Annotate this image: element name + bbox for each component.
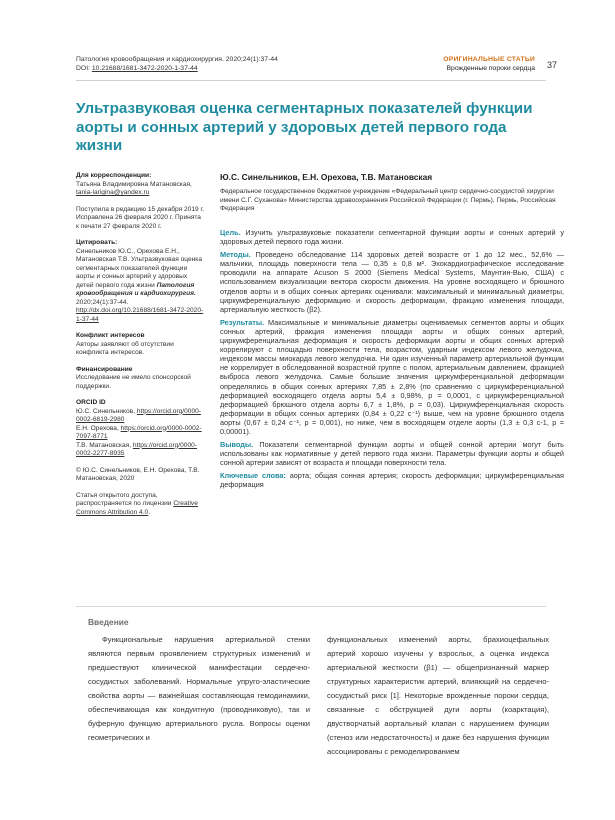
doi-prefix: DOI: (76, 65, 92, 72)
conclusions-text: Показатели сегментарной функции аорты и общей сонной артерии могут быть использованы как нормативные у детей первого года жизни. Параметры функции аорты и общей сонной артерии зависят от возраста и площади поверхности тела. (220, 440, 564, 468)
abstract-keywords (220, 471, 564, 489)
methods-text: Проведено обследование 114 здоровых детей возрасте от 1 до 12 мес., 52,6% — мальчики, площадь поверхности тела — 0,35 ± 0,8 м². Эхокардиографическое исследование проводили на аппарате Acuson S 2000 (Siemens Medical Systems, Маунтин-Вью, США) с использованием визуализации вектора скорости движения. На уровне восходящего и брюшного отделов аорты и в общих сонных артериях оценивали: максимальный и минимальный диаметры, циркумференциальную деформацию и скорость деформации, фракцию изменения площади, артериальную жесткость (β2). (220, 250, 564, 314)
abstract-aim (220, 228, 564, 246)
article-title: Ультразвуковая оценка сегментарных показателей функции аорты и сонных артерий у здоровых детей первого года жизни (76, 100, 533, 154)
correspondence-name: Татьяна Владимировна Матановская, (76, 180, 192, 188)
results-label: Результаты. (220, 317, 265, 327)
orcid-entry (76, 425, 204, 442)
intro-heading: Введение (88, 617, 129, 627)
citation-text (76, 248, 204, 325)
received-dates: Поступила в редакцию 15 декабря 2019 г. Исправлена 26 февраля 2020 г. Принята к печати 27 февраля 2020 г. (76, 205, 204, 230)
conclusions-label: Выводы. (220, 440, 254, 450)
citation-tail: 2020;24(1):37-44. (76, 298, 129, 306)
funding-text: Исследование не имело спонсорской поддержки. (76, 374, 191, 390)
orcid-link[interactable]: https://orcid.org/0000-0002-2277-8935 (76, 441, 198, 457)
subrubric: Врожденные пороки сердца (446, 65, 535, 72)
results-text: Максимальные и минимальные диаметры оцениваемых сегментов аорты и общих сонных артерий, фракция изменения площади аорты и общих сонных артерий, циркумференциальная деформация и скорость деформации аорты и общих сонных артерий коррелируют с площадью поверхности тела, возрастом, ударным индексом левого желудочка, индексом массы миокарда левого желудочка. Ни один изученный параметр артериальной функции не коррелирует в обследованной возрастной группе с полом, артериальным давлением, фракцией выброса левого желудочка. Самые большие значения циркумференциальной деформации определялись в общих сонных артериях 7,85 ± 2,8% (по сравнению с циркумференциальной деформацией восходящего отдела аорты 5,4 ± 0,98%, p = 0,0001, с циркумференциальной деформацией брюшного отдела аорты 6,7 ± 1,8%, p = 0,03). Циркумференциальная скорость деформации в общих сонных артериях (0,84 ± 0,22 с⁻¹) выше, чем на уровне брюшного отдела аорты (0,67 ± 0,24 с⁻¹, p = 0,001), но ниже, чем в восходящем отделе аорты (1,3 ± 0,3 с-1, p = 0,00001). (220, 317, 564, 436)
copyright: © Ю.С. Синельников, Е.Н. Орехова, Т.В. Матановская, 2020 (76, 466, 200, 482)
doi-line (76, 64, 278, 73)
funding-block (76, 366, 204, 392)
section-divider (76, 606, 546, 607)
orcid-link[interactable]: https://orcid.org/0000-0002-7097-8771 (76, 424, 202, 440)
conflict-text: Авторы заявляют об отсутствии конфликта интересов. (76, 340, 174, 356)
affiliation: Федеральное государственное бюджетное учреждение «Федеральный центр сердечно-сосудистой хирургии имени С.Г. Суханова» Министерства здравоохранения Российской Федерации (г. Пермь), Пермь, Российская Федерация (220, 188, 556, 213)
conflict-block (76, 332, 204, 358)
orcid-heading: ORCID ID (76, 399, 106, 406)
journal-citation: Патология кровообращения и кардиохирургия. 2020;24(1):37-44 (76, 56, 278, 63)
abstract-methods (220, 250, 564, 314)
intro-paragraph: Функциональные нарушения артериальной стенки являются первым проявлением структурных изменений и предшествуют клинической манифестации сердечно-сосудистых заболеваний. Нормальные упруго-эластические свойства аорты — важнейшая составляющая гемодинамики, обеспечивающая как кондуитную (проводниковую), так и буферную функцию артериального русла. Вопросы оценки геометрических и (88, 635, 310, 742)
methods-label: Методы. (220, 250, 251, 260)
rubric-header (443, 55, 535, 73)
aim-label: Цель. (220, 228, 241, 237)
abstract-results (220, 318, 564, 436)
citation-heading: Цитировать: (76, 239, 118, 246)
correspondence-email[interactable]: tania-larigina@yandex.ru (76, 189, 150, 196)
funding-heading: Финансирование (76, 365, 133, 373)
correspondence-block (76, 172, 204, 198)
license-link[interactable]: Creative Commons Attribution 4.0 (76, 500, 198, 516)
license-block (76, 492, 204, 518)
citation-authors: Синельников Ю.С., Орехова Е.Н., Матановская Т.В. Ультразвуковая оценка сегментарных показателей функции аорты и сонных артерий у здоровых детей первого года жизни (76, 247, 202, 289)
license-text: Статья открытого доступа, распространяется по лицензии (76, 491, 174, 507)
orcid-name: Е.Н. Орехова, (76, 424, 121, 432)
intro-column-right (327, 633, 549, 759)
intro-column-left (88, 633, 310, 745)
license-end: . (148, 508, 151, 516)
correspondence-heading: Для корреспонденции: (76, 172, 152, 179)
citation-url[interactable]: http://dx.doi.org/10.21688/1681-3472-2020-1-37-44 (76, 307, 204, 323)
sidebar (76, 172, 204, 525)
conflict-heading: Конфликт интересов (76, 332, 145, 339)
orcid-entry (76, 442, 204, 459)
keywords-label: Ключевые слова: (220, 471, 286, 481)
citation-journal: Патология кровообращения и кардиохирургия. (76, 281, 196, 297)
keywords-text: аорта; общая сонная артерия; скорость деформации; циркумференциальная деформация (220, 471, 564, 490)
orcid-block (76, 399, 204, 459)
author-list: Ю.С. Синельников, Е.Н. Орехова, Т.В. Матановская (220, 172, 433, 182)
abstract (220, 228, 564, 494)
page-number: 37 (547, 60, 558, 70)
citation-block (76, 239, 204, 324)
abstract-conclusions (220, 440, 564, 467)
aim-text: Изучить ультразвуковые показатели сегментарной функции аорты и сонных артерий у здоровых детей первого года жизни. (220, 228, 564, 247)
doi-link[interactable]: 10.21688/1681-3472-2020-1-37-44 (91, 65, 198, 72)
rubric: ОРИГИНАЛЬНЫЕ СТАТЬИ (443, 56, 535, 63)
orcid-name: Ю.С. Синельников, (76, 407, 137, 415)
orcid-entry (76, 408, 204, 425)
header-divider (76, 80, 546, 81)
intro-paragraph: функциональных изменений аорты, брахиоцефальных артерий хорошо изучены у взрослых, а оценка индекса артериальной жесткости (β1) — общепризнанный маркер структурных характеристик артерий, влияющий на сердечно-сосудистый риск [1]. Некоторые врожденные пороки сердца, связанные с обструкцией дуги аорты (коарктация), двустворчатый аортальный клапан с нарушением функции (стеноз или недостаточность) и даже без нарушения функции ассоциированы с ремоделированием (327, 635, 549, 756)
orcid-name: Т.В. Матановская, (76, 441, 133, 449)
orcid-link[interactable]: https://orcid.org/0000-0002-6819-2980 (76, 407, 202, 423)
running-header (76, 55, 278, 73)
